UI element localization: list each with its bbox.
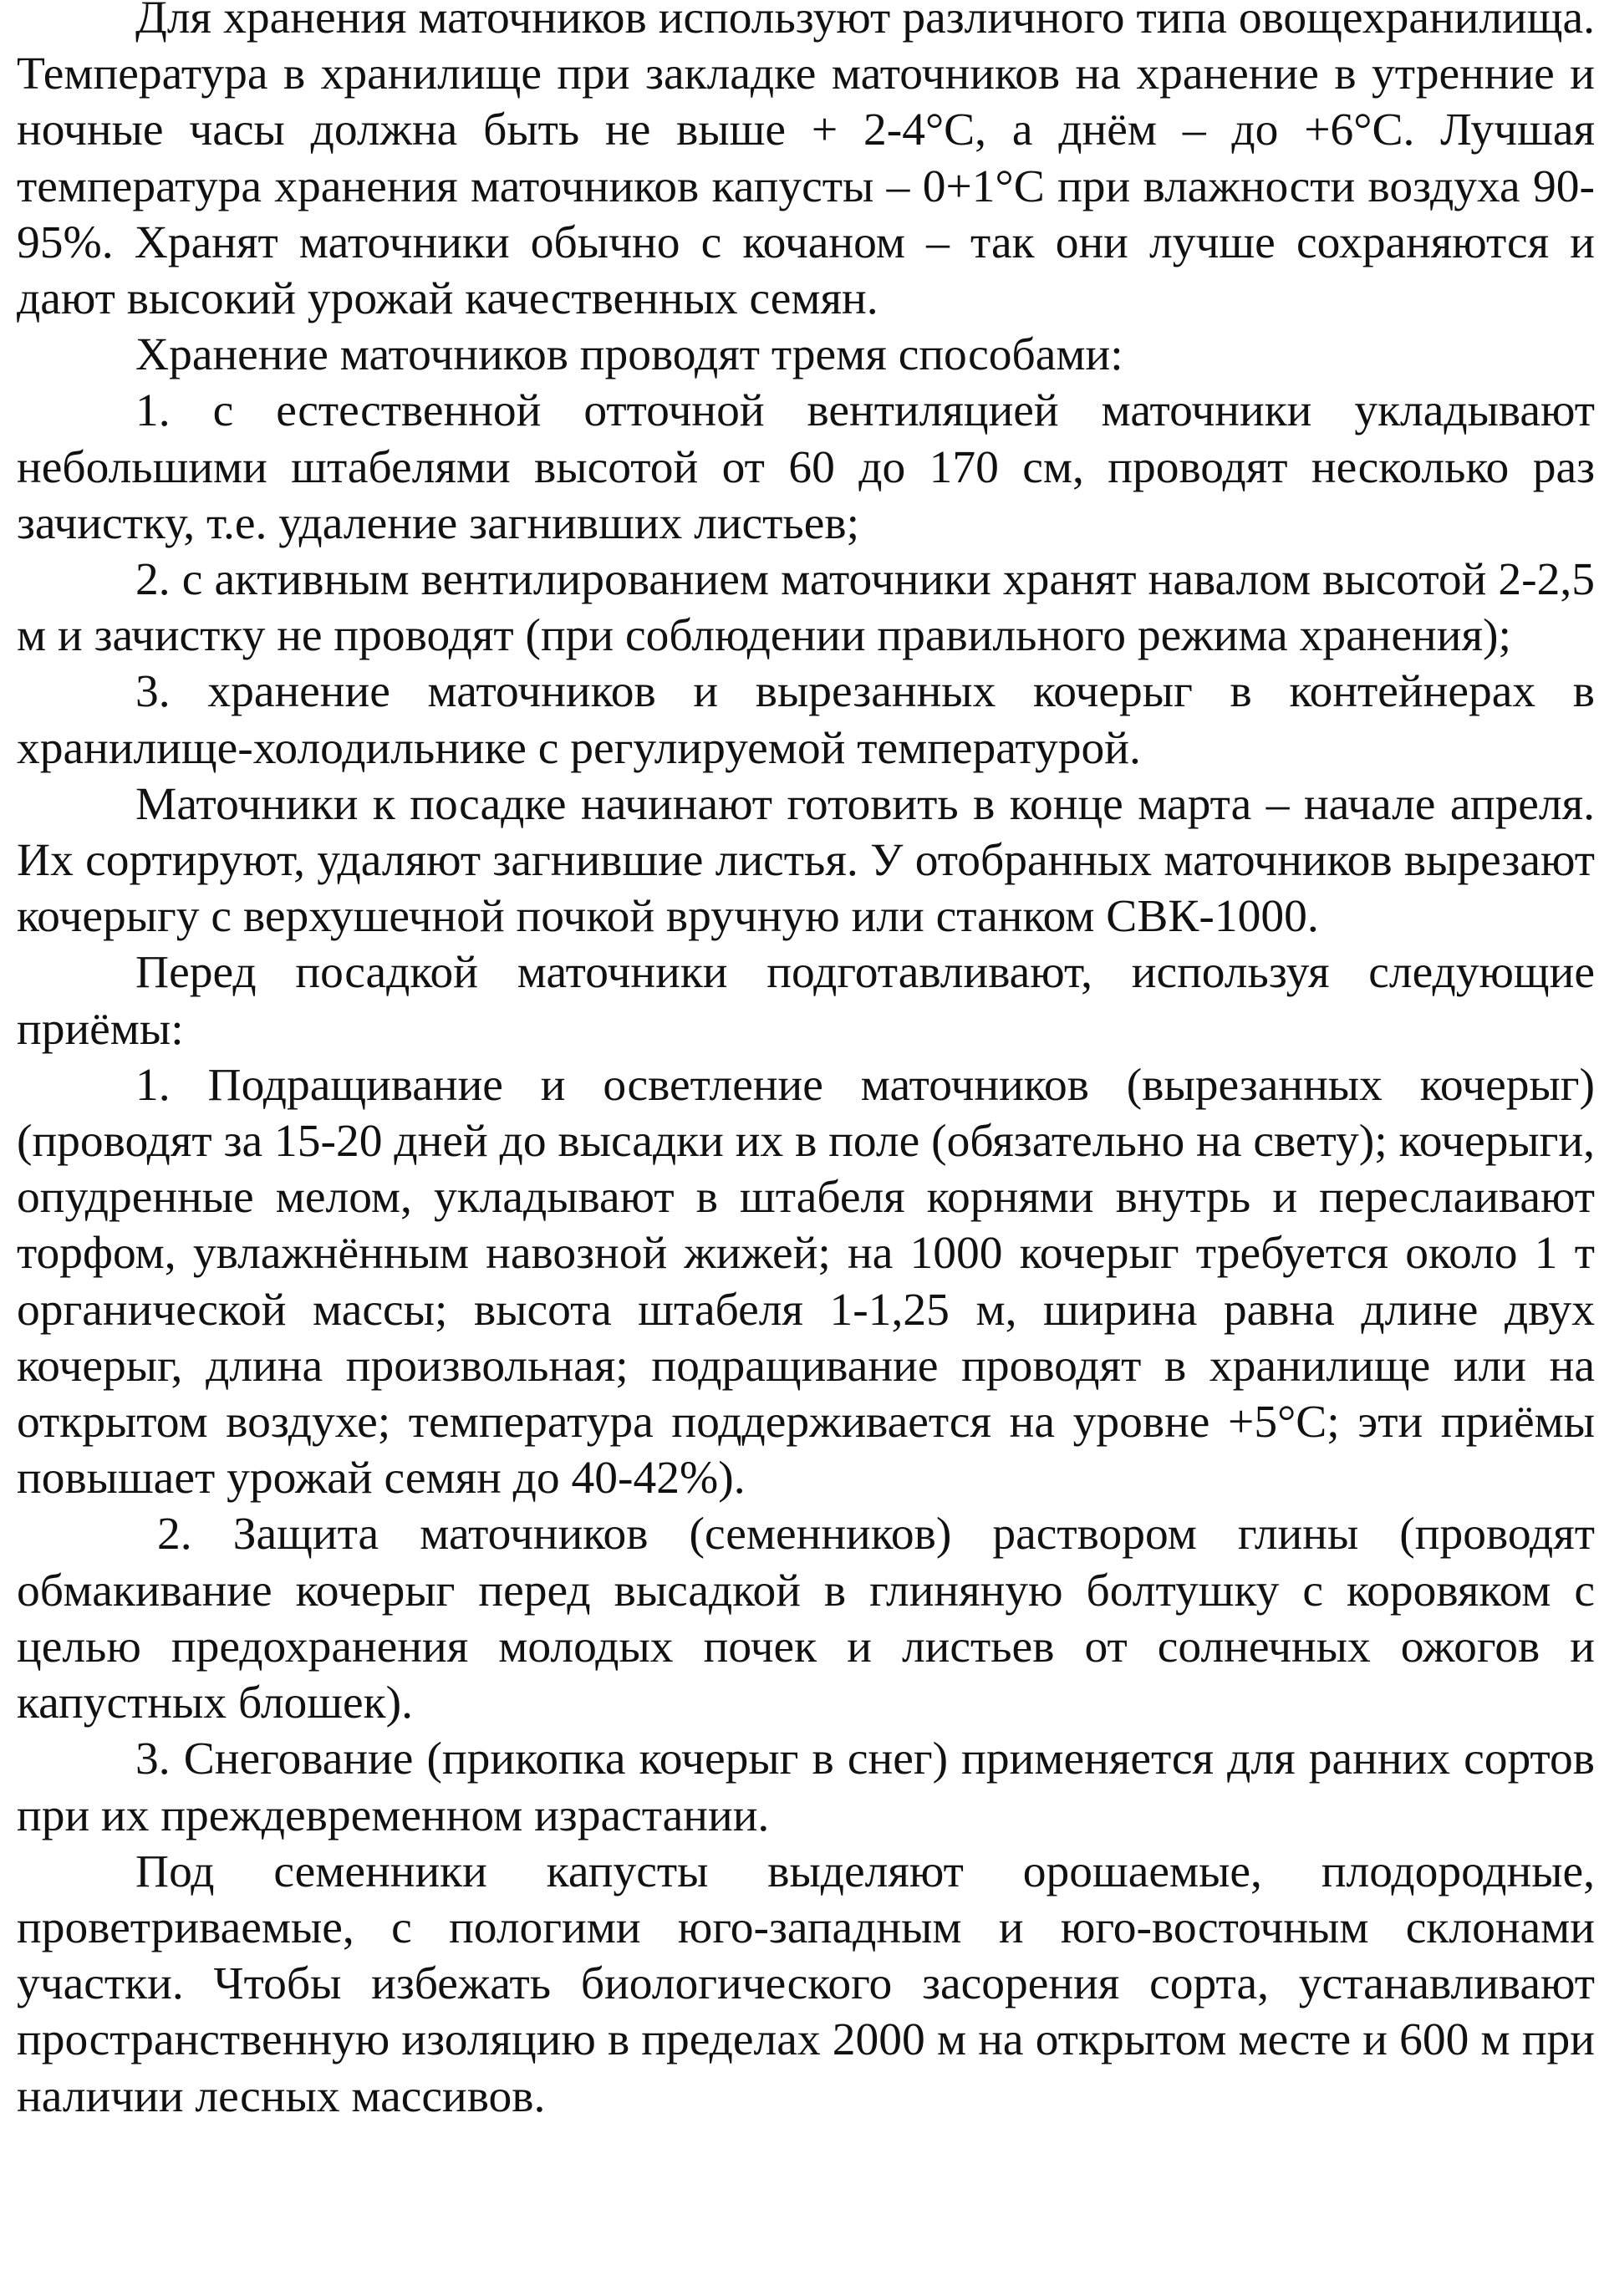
document-page	[17, 0, 1595, 2125]
paragraph-storage-method-3: 3. хранение маточников и вырезанных кочерыг в контейнерах в хранилище-холодильнике с регулируемой температурой.	[17, 666, 1595, 774]
paragraph-storage-method-1: 1. с естественной отточной вентиляцией маточники укладывают небольшими штабелями высотой от 60 до 170 см, проводят несколько раз зачистку, т.е. удаление загнивших листьев;	[17, 385, 1595, 549]
paragraph-technique-2: 2. Защита маточников (семенников) раствором глины (проводят обмакивание кочерыг перед высадкой в глиняную болтушку с коровяком с целью предохранения молодых почек и листьев от солнечных ожогов и капустных блошек).	[17, 1509, 1595, 1729]
paragraph-storage-methods-heading: Хранение маточников проводят тремя способами:	[135, 329, 1123, 381]
paragraph-technique-3: 3. Снегование (прикопка кочерыг в снег) применяется для ранних сортов при их преждевременном израстании.	[17, 1733, 1595, 1841]
paragraph-planting-preparation: Маточники к посадке начинают готовить в конце марта – начале апреля. Их сортируют, удаляют загнившие листья. У отобранных маточников вырезают кочерыгу с верхушечной почкой вручную или станком СВК-1000.	[17, 778, 1595, 943]
paragraph-storage-intro: Для хранения маточников используют различного типа овощехранилища. Температура в хранилище при закладке маточников на хранение в утренние и ночные часы должна быть не выше + 2-4°С, а днём – до +6°С. Лучшая температура хранения маточников капусты – 0+1°С при влажности воздуха 90-95%. Хранят маточники обычно с кочаном – так они лучше сохраняются и дают высокий урожай качественных семян.	[17, 0, 1595, 325]
paragraph-technique-1: 1. Подращивание и осветление маточников (вырезанных кочерыг) (проводят за 15-20 дней до высадки их в поле (обязательно на свету); кочерыги, опудренные мелом, укладывают в штабеля корнями внутрь и переслаивают торфом, увлажнённым навозной жижей; на 1000 кочерыг требуется около 1 т органической массы; высота штабеля 1-1,25 м, ширина равна длине двух кочерыг, длина произвольная; подращивание проводят в хранилище или на открытом воздухе; температура поддерживается на уровне +5°С; эти приёмы повышает урожай семян до 40-42%).	[17, 1059, 1595, 1504]
paragraph-techniques-heading: Перед посадкой маточники подготавливают, используя следующие приёмы:	[17, 947, 1595, 1055]
paragraph-seed-plots: Под семенники капусты выделяют орошаемые, плодородные, проветриваемые, с пологими юго-западным и юго-восточным склонами участки. Чтобы избежать биологического засорения сорта, устанавливают пространственную изоляцию в пределах 2000 м на открытом месте и 600 м при наличии лесных массивов.	[17, 1845, 1595, 2122]
paragraph-storage-method-2: 2. с активным вентилированием маточники хранят навалом высотой 2-2,5 м и зачистку не проводят (при соблюдении правильного режима хранения);	[17, 554, 1595, 662]
